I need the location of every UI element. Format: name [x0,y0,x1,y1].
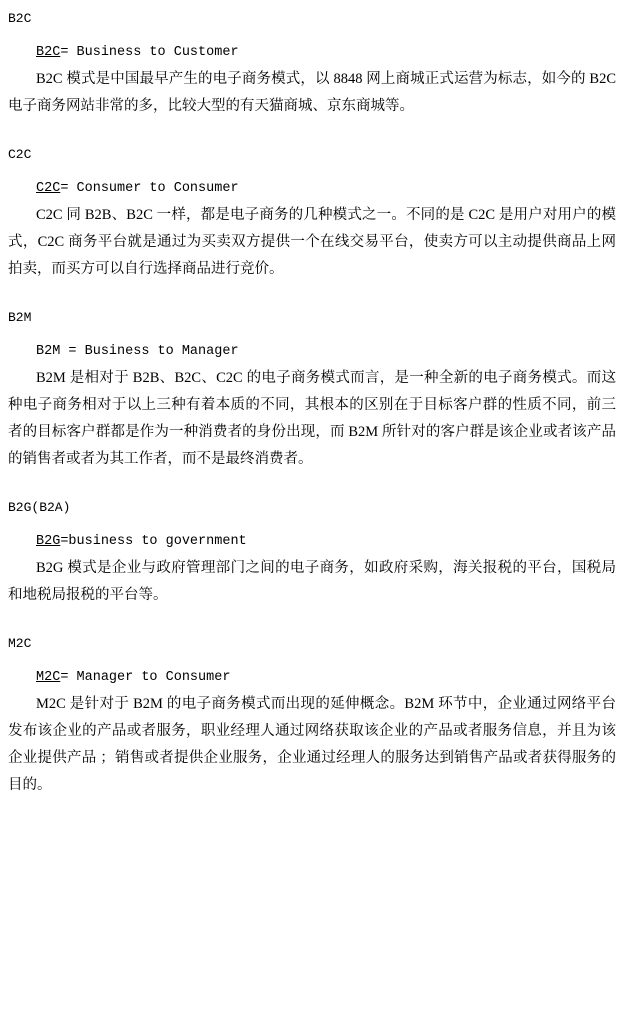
paragraph: M2C 是针对于 B2M 的电子商务模式而出现的延伸概念。B2M 环节中，企业通过网络平台发布该企业的产品或者服务，职业经理人通过网络获取该企业的产品或者服务信息，并且为该企业提供产品 ；销售或者提供企业服务，企业通过经理人的服务达到销售产品或者获得服务的目的。 [8,696,616,793]
definition-line [8,531,616,553]
definition-term: C2C [36,181,61,196]
section-gap [8,293,616,309]
section-gap [8,130,616,146]
section-heading: B2M [8,310,32,325]
definition-rest: = Manager to Consumer [60,670,231,685]
paragraph: B2M 是相对于 B2B、B2C、C2C 的电子商务模式而言，是一种全新的电子商务模式。而这种电子商务相对于以上三种有着本质的不同，其根本的区别在于目标客户群的性质不同，前三者的目标客户群都是作为一种消费者的身份出现，而 B2M 所针对的客户群是该企业或者该产品的销售者或者为其工作者，而不是最终消费者。 [8,370,616,467]
section-gap [8,483,616,499]
definition-term: B2C [36,45,61,60]
definition-term: B2M [36,344,61,359]
section-heading: B2G(B2A) [8,500,71,515]
definition-rest: = Business to Manager [60,344,239,359]
section-c2c [8,146,616,283]
definition-line [8,178,616,200]
definition-rest: = Consumer to Consumer [60,181,239,196]
definition-line [8,42,616,64]
section-b2m [8,309,616,473]
paragraph: C2C 同 B2B、B2C 一样，都是电子商务的几种模式之一。不同的是 C2C 是用户对用户的模式，C2C 商务平台就是通过为买卖双方提供一个在线交易平台，使卖方可以主动提供商品上网拍卖，而买方可以自行选择商品进行竞价。 [8,207,616,277]
section-b2c [8,10,616,120]
definition-line [8,341,616,363]
definition-line [8,667,616,689]
paragraph: B2C 模式是中国最早产生的电子商务模式，以 8848 网上商城正式运营为标志，如今的 B2C 电子商务网站非常的多，比较大型的有天猫商城、京东商城等。 [8,71,616,114]
section-gap [8,619,616,635]
definition-rest: = Business to Customer [60,45,239,60]
section-m2c [8,635,616,799]
definition-term: M2C [36,670,61,685]
section-heading: C2C [8,147,32,162]
definition-rest: =business to government [60,534,247,549]
paragraph: B2G 模式是企业与政府管理部门之间的电子商务，如政府采购，海关报税的平台，国税局和地税局报税的平台等。 [8,560,616,603]
section-b2g [8,499,616,609]
section-heading: M2C [8,636,32,651]
section-heading: B2C [8,11,32,26]
definition-term: B2G [36,534,61,549]
